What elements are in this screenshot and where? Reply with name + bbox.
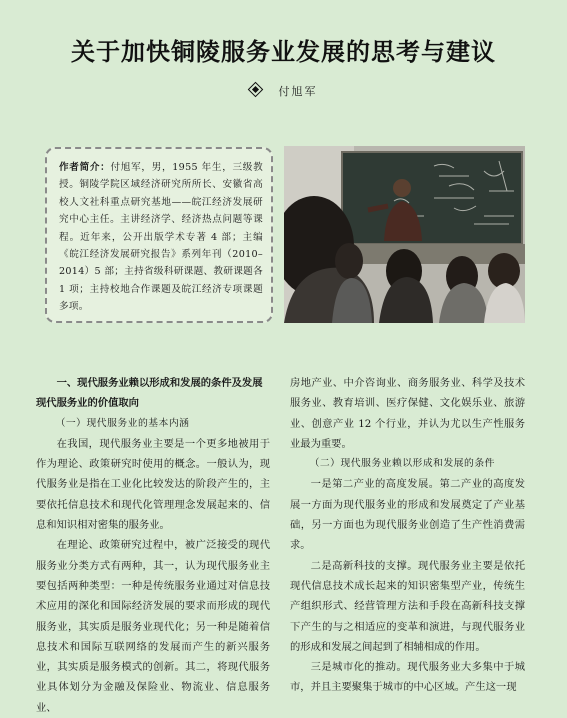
author-byline (0, 83, 567, 99)
paragraph: 二是高新科技的支撑。现代服务业主要是依托现代信息技术成长起来的知识密集型产业，传统生产组织形式、经营管理方法和手段在高新科技支撑下产生的与之相适应的变革和演进，与现代服务业的形成和发展之间起到了相辅相成的作用。 (290, 559, 525, 653)
lecture-photo-icon (284, 146, 525, 323)
diamond-bullet-icon (247, 82, 263, 98)
paragraph: 在我国，现代服务业主要是一个更多地被用于作为理论、政策研究时使用的概念。一般认为，现代服务业是指在工业化比较发达的阶段产生的，主要依托信息技术和现代化管理理念发展起来的、信息和知识相对密集的服务业。 (36, 437, 270, 532)
section-heading-line1: 一、现代服务业赖以形成和发展的条件及发展 (56, 377, 263, 389)
lecture-photo (284, 146, 525, 323)
paragraph: 在理论、政策研究过程中，被广泛接受的现代服务业分类方式有两种，其一，认为现代服务业主要包括两种类型：一种是传统服务业通过对信息技术应用的深化和国际经济发展的要求而形成的现代服务业，其实质是服务业现代化；另一种是随着信息技术和国际互联网络的发展而产生的新兴服务业，其实质是服务模式的创新。其二，将现代服务业具体划分为金融及保险业、物流业、信息服务业、 (36, 539, 270, 714)
right-column (290, 373, 525, 698)
bio-label: 作者简介： (59, 162, 111, 173)
section-heading-line2: 现代服务业的价值取向 (36, 397, 139, 410)
paragraph: 房地产业、中介咨询业、商务服务业、科学及技术服务业、教育培训、医疗保健、文化娱乐业、旅游业、创意产业 12 个行业，并认为尤以生产性服务业最为重要。 (290, 377, 525, 450)
article-title: 关于加快铜陵服务业发展的思考与建议 (71, 37, 496, 66)
bio-text: 付旭军，男，1955 年生，三级教授。铜陵学院区域经济研究所所长、安徽省高校人文社科重点研究基地——皖江经济发展研究中心主任。主讲经济学、经济热点问题等课程。近年来，公开出版学术专著 4 部；主编《皖江经济发展研究报告》系列年刊（2010–2014）5 部；主持省级科研课题、教研课题各 1 项；主持校地合作课题及皖江经济专项课题多项。 (59, 162, 263, 313)
author-bio-box (45, 147, 273, 323)
author-name: 付旭军 (278, 85, 318, 98)
paragraph: 三是城市化的推动。现代服务业大多集中于城市，并且主要聚集于城市的中心区域。产生这一现 (290, 661, 525, 694)
left-column (36, 373, 270, 718)
subheading-basic-meaning: （一）现代服务业的基本内涵 (55, 417, 190, 429)
subheading-conditions: （二）现代服务业赖以形成和发展的条件 (309, 458, 495, 470)
paragraph: 一是第二产业的高度发展。第二产业的高度发展一方面为现代服务业的形成和发展奠定了产业基础，另一方面也为现代服务业创造了生产性消费需求。 (290, 478, 525, 552)
